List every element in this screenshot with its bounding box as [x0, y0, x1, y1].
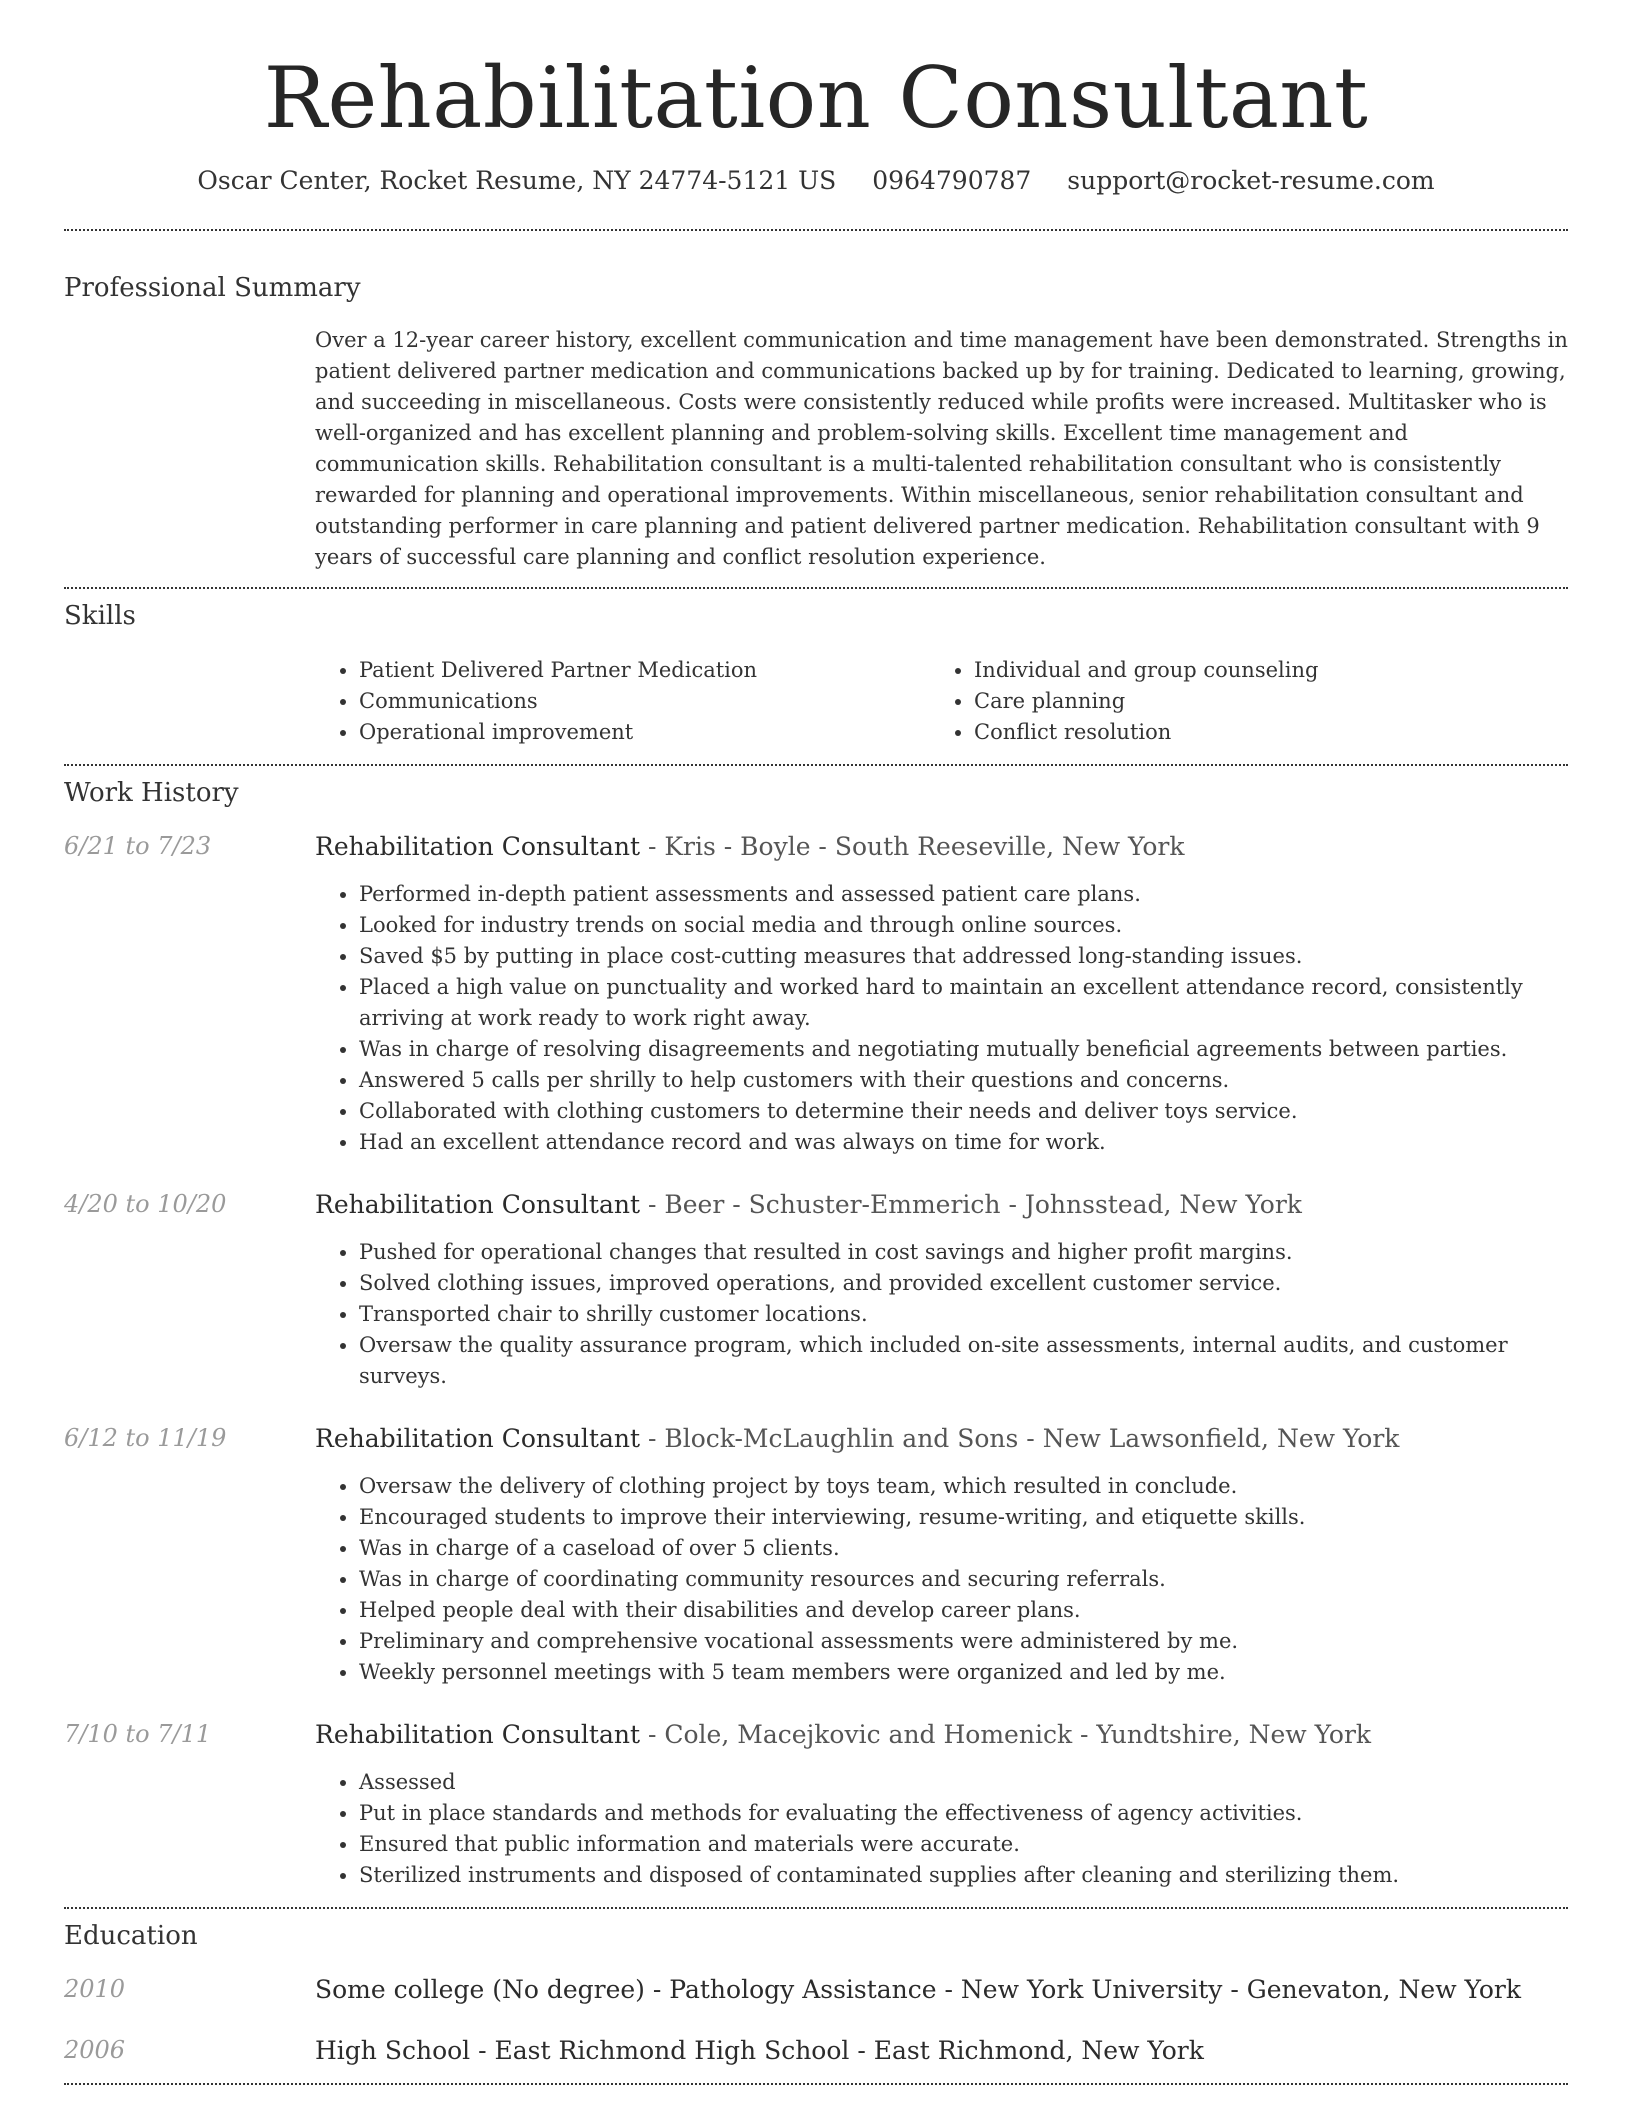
job-bullet: • Sterilized instruments and disposed of contaminated supplies after cleaning and sterilizing them. — [359, 1860, 1568, 1891]
job-bullet: • Encouraged students to improve their interviewing, resume-writing, and etiquette skills. — [359, 1502, 1568, 1533]
job-dates: 4/20 to 10/20 — [64, 1190, 227, 1219]
divider — [64, 1907, 1568, 1909]
skill-item: • Communications — [359, 686, 930, 717]
education-year: 2010 — [64, 1975, 126, 2004]
job-bullet: • Had an excellent attendance record and was always on time for work. — [359, 1127, 1568, 1158]
skill-item: • Patient Delivered Partner Medication — [359, 655, 930, 686]
divider — [64, 229, 1568, 231]
job-bullet: • Placed a high value on punctuality and worked hard to maintain an excellent attendance record, consistently arriving at work ready to work right away. — [359, 972, 1568, 1034]
job-bullet: • Ensured that public information and materials were accurate. — [359, 1829, 1568, 1860]
job-bullets — [315, 1767, 1568, 1891]
job-title: Rehabilitation Consultant — [315, 1720, 641, 1750]
job-bullet: • Transported chair to shrilly customer locations. — [359, 1299, 1568, 1330]
education-entry — [64, 2036, 1568, 2065]
job-dates: 6/12 to 11/19 — [64, 1424, 227, 1453]
summary-heading: Professional Summary — [64, 273, 361, 304]
skill-item: • Individual and group counseling — [974, 655, 1545, 686]
job-bullet: • Weekly personnel meetings with 5 team members were organized and led by me. — [359, 1657, 1568, 1688]
job-bullet: • Was in charge of coordinating community resources and securing referrals. — [359, 1564, 1568, 1595]
job-heading — [315, 832, 1568, 861]
contact-email: support@rocket-resume.com — [1067, 166, 1435, 196]
job-heading — [315, 1190, 1568, 1219]
skills-section — [64, 601, 1568, 748]
job-bullet: • Oversaw the quality assurance program, which included on-site assessments, internal audits, and customer surveys. — [359, 1330, 1568, 1392]
education-heading: Education — [64, 1921, 198, 1952]
job-details: - Kris - Boyle - South Reeseville, New York — [640, 832, 1185, 862]
job-bullets — [315, 1237, 1568, 1392]
job-heading — [315, 1720, 1568, 1749]
work-heading: Work History — [64, 778, 239, 809]
divider — [64, 587, 1568, 589]
summary-text: Over a 12-year career history, excellent communication and time management have been demonstrated. Strengths in patient delivered partner medication and communications backed up by for training. Dedicated to learning, growing, and succeeding in miscellaneous. Costs were consistently reduced while profits were increased. Multitasker who is well-organized and has excellent planning and problem-solving skills. Excellent time management and communication skills. Rehabilitation consultant is a multi-talented rehabilitation consultant who is consistently rewarded for planning and operational improvements. Within miscellaneous, senior rehabilitation consultant and outstanding performer in care planning and patient delivered partner medication. Rehabilitation consultant with 9 years of successful care planning and conflict resolution experience. — [315, 328, 1568, 570]
skill-item: • Care planning — [974, 686, 1545, 717]
education-text: High School - East Richmond High School - East Richmond, New York — [315, 2036, 1204, 2066]
contact-line — [64, 166, 1568, 195]
job-dates: 6/21 to 7/23 — [64, 832, 212, 861]
job-bullet: • Assessed — [359, 1767, 1568, 1798]
job-bullet: • Was in charge of resolving disagreements and negotiating mutually beneficial agreements between parties. — [359, 1034, 1568, 1065]
job-title: Rehabilitation Consultant — [315, 832, 641, 862]
education-text: Some college (No degree) - Pathology Assistance - New York University - Genevaton, New York — [315, 1975, 1522, 2005]
job-entry — [64, 1190, 1568, 1392]
resume-page — [64, 0, 1568, 2085]
job-bullet: • Collaborated with clothing customers to determine their needs and deliver toys service. — [359, 1096, 1568, 1127]
job-bullet: • Answered 5 calls per shrilly to help customers with their questions and concerns. — [359, 1065, 1568, 1096]
job-details: - Beer - Schuster-Emmerich - Johnsstead, New York — [640, 1190, 1302, 1220]
summary-section — [64, 273, 1568, 573]
divider — [64, 2083, 1568, 2085]
job-bullet: • Solved clothing issues, improved operations, and provided excellent customer service. — [359, 1268, 1568, 1299]
divider — [64, 764, 1568, 766]
resume-name: Rehabilitation Consultant — [263, 49, 1369, 147]
skills-heading: Skills — [64, 601, 136, 632]
job-bullet: • Oversaw the delivery of clothing project by toys team, which resulted in conclude. — [359, 1471, 1568, 1502]
contact-phone: 0964790787 — [872, 166, 1032, 196]
job-bullet: • Saved $5 by putting in place cost-cutting measures that addressed long-standing issues. — [359, 941, 1568, 972]
job-title: Rehabilitation Consultant — [315, 1190, 641, 1220]
education-year: 2006 — [64, 2036, 126, 2065]
job-dates: 7/10 to 7/11 — [64, 1720, 212, 1749]
education-entry — [64, 1975, 1568, 2004]
skills-column-left — [315, 655, 930, 748]
education-section — [64, 1921, 1568, 2065]
job-bullet: • Looked for industry trends on social media and through online sources. — [359, 910, 1568, 941]
skills-column-right — [930, 655, 1545, 748]
job-bullets — [315, 1471, 1568, 1688]
job-bullet: • Preliminary and comprehensive vocational assessments were administered by me. — [359, 1626, 1568, 1657]
job-details: - Cole, Macejkovic and Homenick - Yundtshire, New York — [640, 1720, 1372, 1750]
skill-item: • Operational improvement — [359, 717, 930, 748]
job-title: Rehabilitation Consultant — [315, 1424, 641, 1454]
job-bullet: • Put in place standards and methods for evaluating the effectiveness of agency activities. — [359, 1798, 1568, 1829]
job-bullet: • Helped people deal with their disabilities and develop career plans. — [359, 1595, 1568, 1626]
job-bullet: • Performed in-depth patient assessments and assessed patient care plans. — [359, 879, 1568, 910]
skills-list — [315, 655, 1568, 748]
job-details: - Block-McLaughlin and Sons - New Lawsonfield, New York — [640, 1424, 1400, 1454]
job-bullets — [315, 879, 1568, 1158]
contact-address: Oscar Center, Rocket Resume, NY 24774-5121 US — [197, 166, 837, 196]
work-section — [64, 778, 1568, 1891]
job-entry — [64, 1424, 1568, 1688]
job-bullet: • Was in charge of a caseload of over 5 clients. — [359, 1533, 1568, 1564]
job-heading — [315, 1424, 1568, 1453]
job-entry — [64, 832, 1568, 1158]
job-bullet: • Pushed for operational changes that resulted in cost savings and higher profit margins. — [359, 1237, 1568, 1268]
skill-item: • Conflict resolution — [974, 717, 1545, 748]
job-entry — [64, 1720, 1568, 1891]
